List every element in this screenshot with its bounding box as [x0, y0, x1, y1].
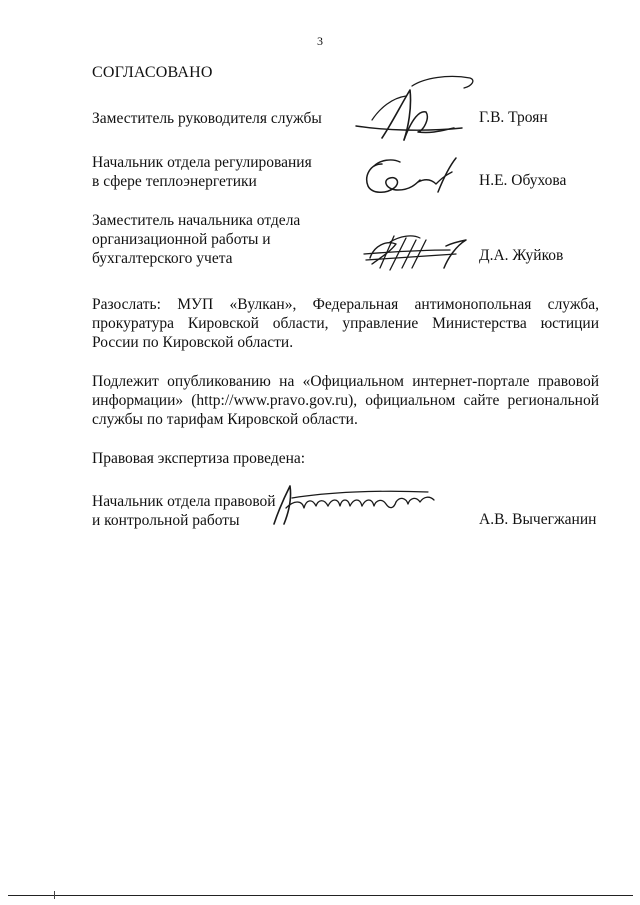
position-line: Заместитель руководителя службы [92, 110, 322, 127]
position-line: Начальник отдела правовой [92, 493, 276, 510]
position-line: бухгалтерского учета [92, 250, 233, 267]
distribution-text: Разослать: МУП «Вулкан», Федеральная антимонопольная служба, прокуратура Кировской области, управление Министерства юстиции России по Кировской области. [92, 296, 599, 351]
signature-1-icon [352, 68, 482, 148]
signatory-1-position [92, 109, 322, 128]
signature-4-icon [268, 482, 438, 526]
signatory-3-position [92, 211, 300, 268]
signatory-1-name: Г.В. Троян [479, 109, 548, 126]
legal-review-position [92, 492, 276, 530]
position-line: Заместитель начальника отдела [92, 212, 301, 229]
legal-review-name: А.В. Вычегжанин [479, 511, 597, 528]
signatory-2-name: Н.Е. Обухова [479, 172, 567, 189]
legal-review-statement: Правовая экспертиза проведена: [92, 450, 306, 467]
signature-2-icon [360, 150, 470, 200]
position-line: в сфере теплоэнергетики [92, 173, 257, 190]
position-line: организационной работы и [92, 231, 271, 248]
page-number: 3 [317, 34, 323, 48]
signatory-3-name: Д.А. Жуйков [479, 247, 564, 264]
signature-3-icon [360, 228, 480, 278]
position-line: Начальник отдела регулирования [92, 154, 312, 171]
bottom-tick [54, 891, 55, 899]
publication-text: Подлежит опубликованию на «Официальном интернет-портале правовой информации» (http://www.pravo.gov.ru), официальном сайте региональной службы по тарифам Кировской области. [92, 373, 599, 428]
signatory-2-position [92, 153, 312, 191]
bottom-rule [8, 895, 633, 896]
position-line: и контрольной работы [92, 512, 240, 529]
approval-heading: СОГЛАСОВАНО [92, 64, 213, 81]
